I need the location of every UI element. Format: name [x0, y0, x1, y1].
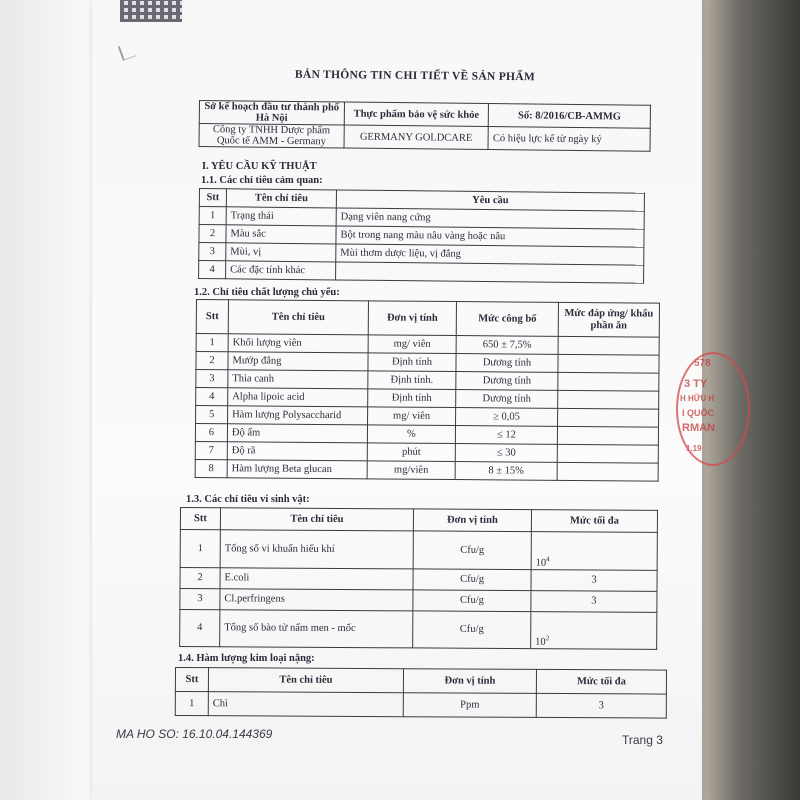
cell-name: Các đặc tính khác	[226, 261, 336, 280]
dossier-code: MA HO SO: 16.10.04.144369	[116, 727, 273, 741]
section-heading: I. YÊU CẦU KỸ THUẬT	[202, 161, 317, 172]
cell-unit: Định tính	[368, 389, 456, 408]
cell-stt: 2	[180, 568, 220, 589]
cell-stt: 5	[196, 406, 228, 424]
column-header: Mức tối đa	[531, 510, 657, 533]
cell-name: Tổng số bào tử nấm men - mốc	[220, 610, 413, 648]
cell-limit: 3	[531, 591, 657, 613]
header-product: GERMANY GOLDCARE	[344, 125, 489, 150]
cell-stt: 3	[196, 370, 228, 388]
column-header: Mức đáp ứng/ khẩu phần ăn	[558, 302, 659, 337]
table-row	[180, 530, 657, 571]
column-header: Yêu cầu	[336, 190, 644, 211]
cell-declared: 650 ± 7,5%	[456, 336, 558, 355]
cell-requirement	[336, 262, 644, 283]
sensory-table	[198, 188, 645, 284]
table-row	[195, 459, 658, 481]
cell-unit: Định tính.	[368, 371, 456, 390]
cell-requirement: Dạng viên nang cứng	[336, 208, 644, 229]
section-heading: 1.4. Hàm lượng kim loại nặng:	[178, 653, 315, 664]
cell-unit: mg/ viên	[368, 335, 456, 354]
cell-serving	[558, 354, 659, 373]
cell-name: Mùi, vị	[226, 243, 336, 262]
header-number: Số: 8/2016/CB-AMMG	[489, 104, 651, 129]
cell-stt: 1	[180, 530, 220, 568]
quality-table	[195, 299, 660, 482]
cell-declared: ≥ 0,05	[456, 408, 558, 427]
header-company: Công ty TNHH Dược phẩm Quốc tế AMM - Germany	[199, 124, 344, 149]
column-header: Đơn vị tính	[403, 669, 536, 694]
company-stamp	[676, 352, 750, 466]
cell-stt: 4	[196, 388, 228, 406]
section-heading: 1.1. Các chỉ tiêu cảm quan:	[201, 175, 323, 186]
cell-limit: 3	[531, 570, 657, 592]
cell-serving	[557, 462, 658, 481]
column-header: Tên chỉ tiêu	[208, 668, 403, 693]
cell-name: Độ ẩm	[227, 424, 367, 443]
header-authority: Sở kế hoạch đầu tư thành phố Hà Nội	[199, 101, 344, 126]
column-header: Tên chỉ tiêu	[220, 508, 413, 531]
stamp-text: 578	[694, 358, 711, 369]
cell-stt: 6	[195, 424, 227, 442]
cell-declared: Dương tính	[456, 390, 558, 409]
stamp-text: RMAN	[682, 422, 715, 434]
column-header: Stt	[199, 189, 226, 207]
column-header: Đơn vị tính	[413, 509, 531, 532]
cell-limit: 3	[536, 693, 666, 718]
cell-stt: 2	[199, 225, 226, 243]
cell-stt: 4	[199, 261, 226, 279]
cell-serving	[557, 444, 658, 463]
cell-name: Hàm lượng Polysaccharid	[228, 406, 368, 425]
cell-stt: 7	[195, 441, 227, 459]
cell-name: Màu sắc	[226, 225, 336, 244]
cell-unit: Cfu/g	[413, 590, 531, 612]
cell-serving	[557, 426, 658, 445]
microbiology-table	[179, 507, 658, 650]
header-validity: Có hiệu lực kể từ ngày ký	[488, 127, 650, 152]
column-header: Stt	[175, 668, 208, 692]
limit-exponent: 2	[545, 634, 550, 643]
cell-declared: Dương tính	[456, 372, 558, 391]
column-header: Mức tối đa	[536, 669, 666, 694]
stamp-text: 1.19	[686, 444, 702, 453]
cell-name: Trạng thái	[226, 207, 336, 226]
cell-stt: 8	[195, 459, 227, 477]
product-header-table	[199, 100, 651, 152]
cell-requirement: Bột trong nang màu nâu vàng hoặc nâu	[336, 226, 644, 247]
cell-unit: Ppm	[403, 693, 536, 718]
cell-unit: mg/ viên	[368, 407, 456, 426]
cell-serving	[558, 336, 659, 355]
cell-unit: Cfu/g	[413, 611, 531, 649]
cell-declared: ≤ 30	[455, 444, 557, 463]
cell-declared: ≤ 12	[455, 426, 557, 445]
stamp-text: H HỮU H	[680, 394, 715, 403]
cell-name: Thìa canh	[228, 370, 368, 389]
cell-limit	[531, 532, 657, 571]
cell-stt: 3	[199, 243, 226, 261]
cell-unit: Định tính	[368, 353, 456, 372]
qr-code-icon	[120, 0, 182, 22]
cell-unit: Cfu/g	[413, 531, 531, 570]
column-header: Mức công bố	[456, 302, 558, 337]
cell-stt: 2	[196, 352, 228, 370]
table-row	[180, 568, 657, 592]
page-number: Trang 3	[622, 733, 663, 747]
cell-unit: phút	[367, 443, 455, 462]
cell-unit: mg/viên	[367, 461, 455, 480]
limit-exponent: 4	[546, 555, 550, 564]
cell-declared: Dương tính	[456, 354, 558, 373]
cell-unit: Cfu/g	[413, 569, 531, 591]
column-header: Tên chỉ tiêu	[226, 189, 336, 208]
cell-serving	[558, 390, 659, 409]
cell-name: Alpha lipoic acid	[228, 388, 368, 407]
heavy-metals-table	[175, 667, 667, 719]
limit-base: 10	[535, 558, 547, 570]
cell-stt: 3	[180, 589, 220, 610]
cell-stt: 1	[199, 207, 226, 225]
header-category: Thực phẩm bảo vệ sức khỏe	[344, 102, 489, 127]
document-title: BẢN THÔNG TIN CHI TIẾT VỀ SẢN PHẨM	[294, 68, 536, 84]
cell-name: Hàm lượng Beta glucan	[227, 460, 367, 479]
cell-serving	[558, 372, 659, 391]
section-heading: 1.3. Các chỉ tiêu vi sinh vật:	[186, 494, 310, 505]
cell-stt: 1	[196, 334, 228, 352]
section-heading: 1.2. Chỉ tiêu chất lượng chủ yếu:	[194, 287, 340, 298]
cell-declared: 8 ± 15%	[455, 462, 557, 481]
cell-name: E.coli	[220, 568, 413, 590]
cell-serving	[558, 408, 659, 427]
cell-unit: %	[367, 425, 455, 444]
stamp-text: I QUỐC	[682, 408, 715, 418]
cell-name: Chì	[208, 692, 403, 717]
cell-name: Tổng số vi khuẩn hiếu khí	[220, 530, 413, 569]
cell-name: Độ rã	[227, 442, 367, 461]
stamp-text: 3 TY	[684, 378, 708, 390]
table-row	[180, 589, 657, 613]
limit-base: 10	[535, 637, 546, 649]
column-header: Stt	[196, 300, 228, 334]
column-header: Đơn vị tính	[368, 301, 456, 336]
cell-stt: 1	[175, 692, 208, 716]
table-row	[175, 692, 666, 719]
cell-requirement: Mùi thơm dược liệu, vị đắng	[336, 244, 644, 265]
table-row	[180, 610, 657, 650]
column-header: Stt	[180, 508, 220, 530]
cell-name: Cl.perfringens	[220, 589, 413, 611]
cell-name: Khối lượng viên	[228, 334, 368, 353]
cell-limit	[531, 612, 657, 650]
cell-name: Mướp đắng	[228, 352, 368, 371]
cell-stt: 4	[180, 610, 220, 647]
column-header: Tên chỉ tiêu	[228, 300, 368, 335]
